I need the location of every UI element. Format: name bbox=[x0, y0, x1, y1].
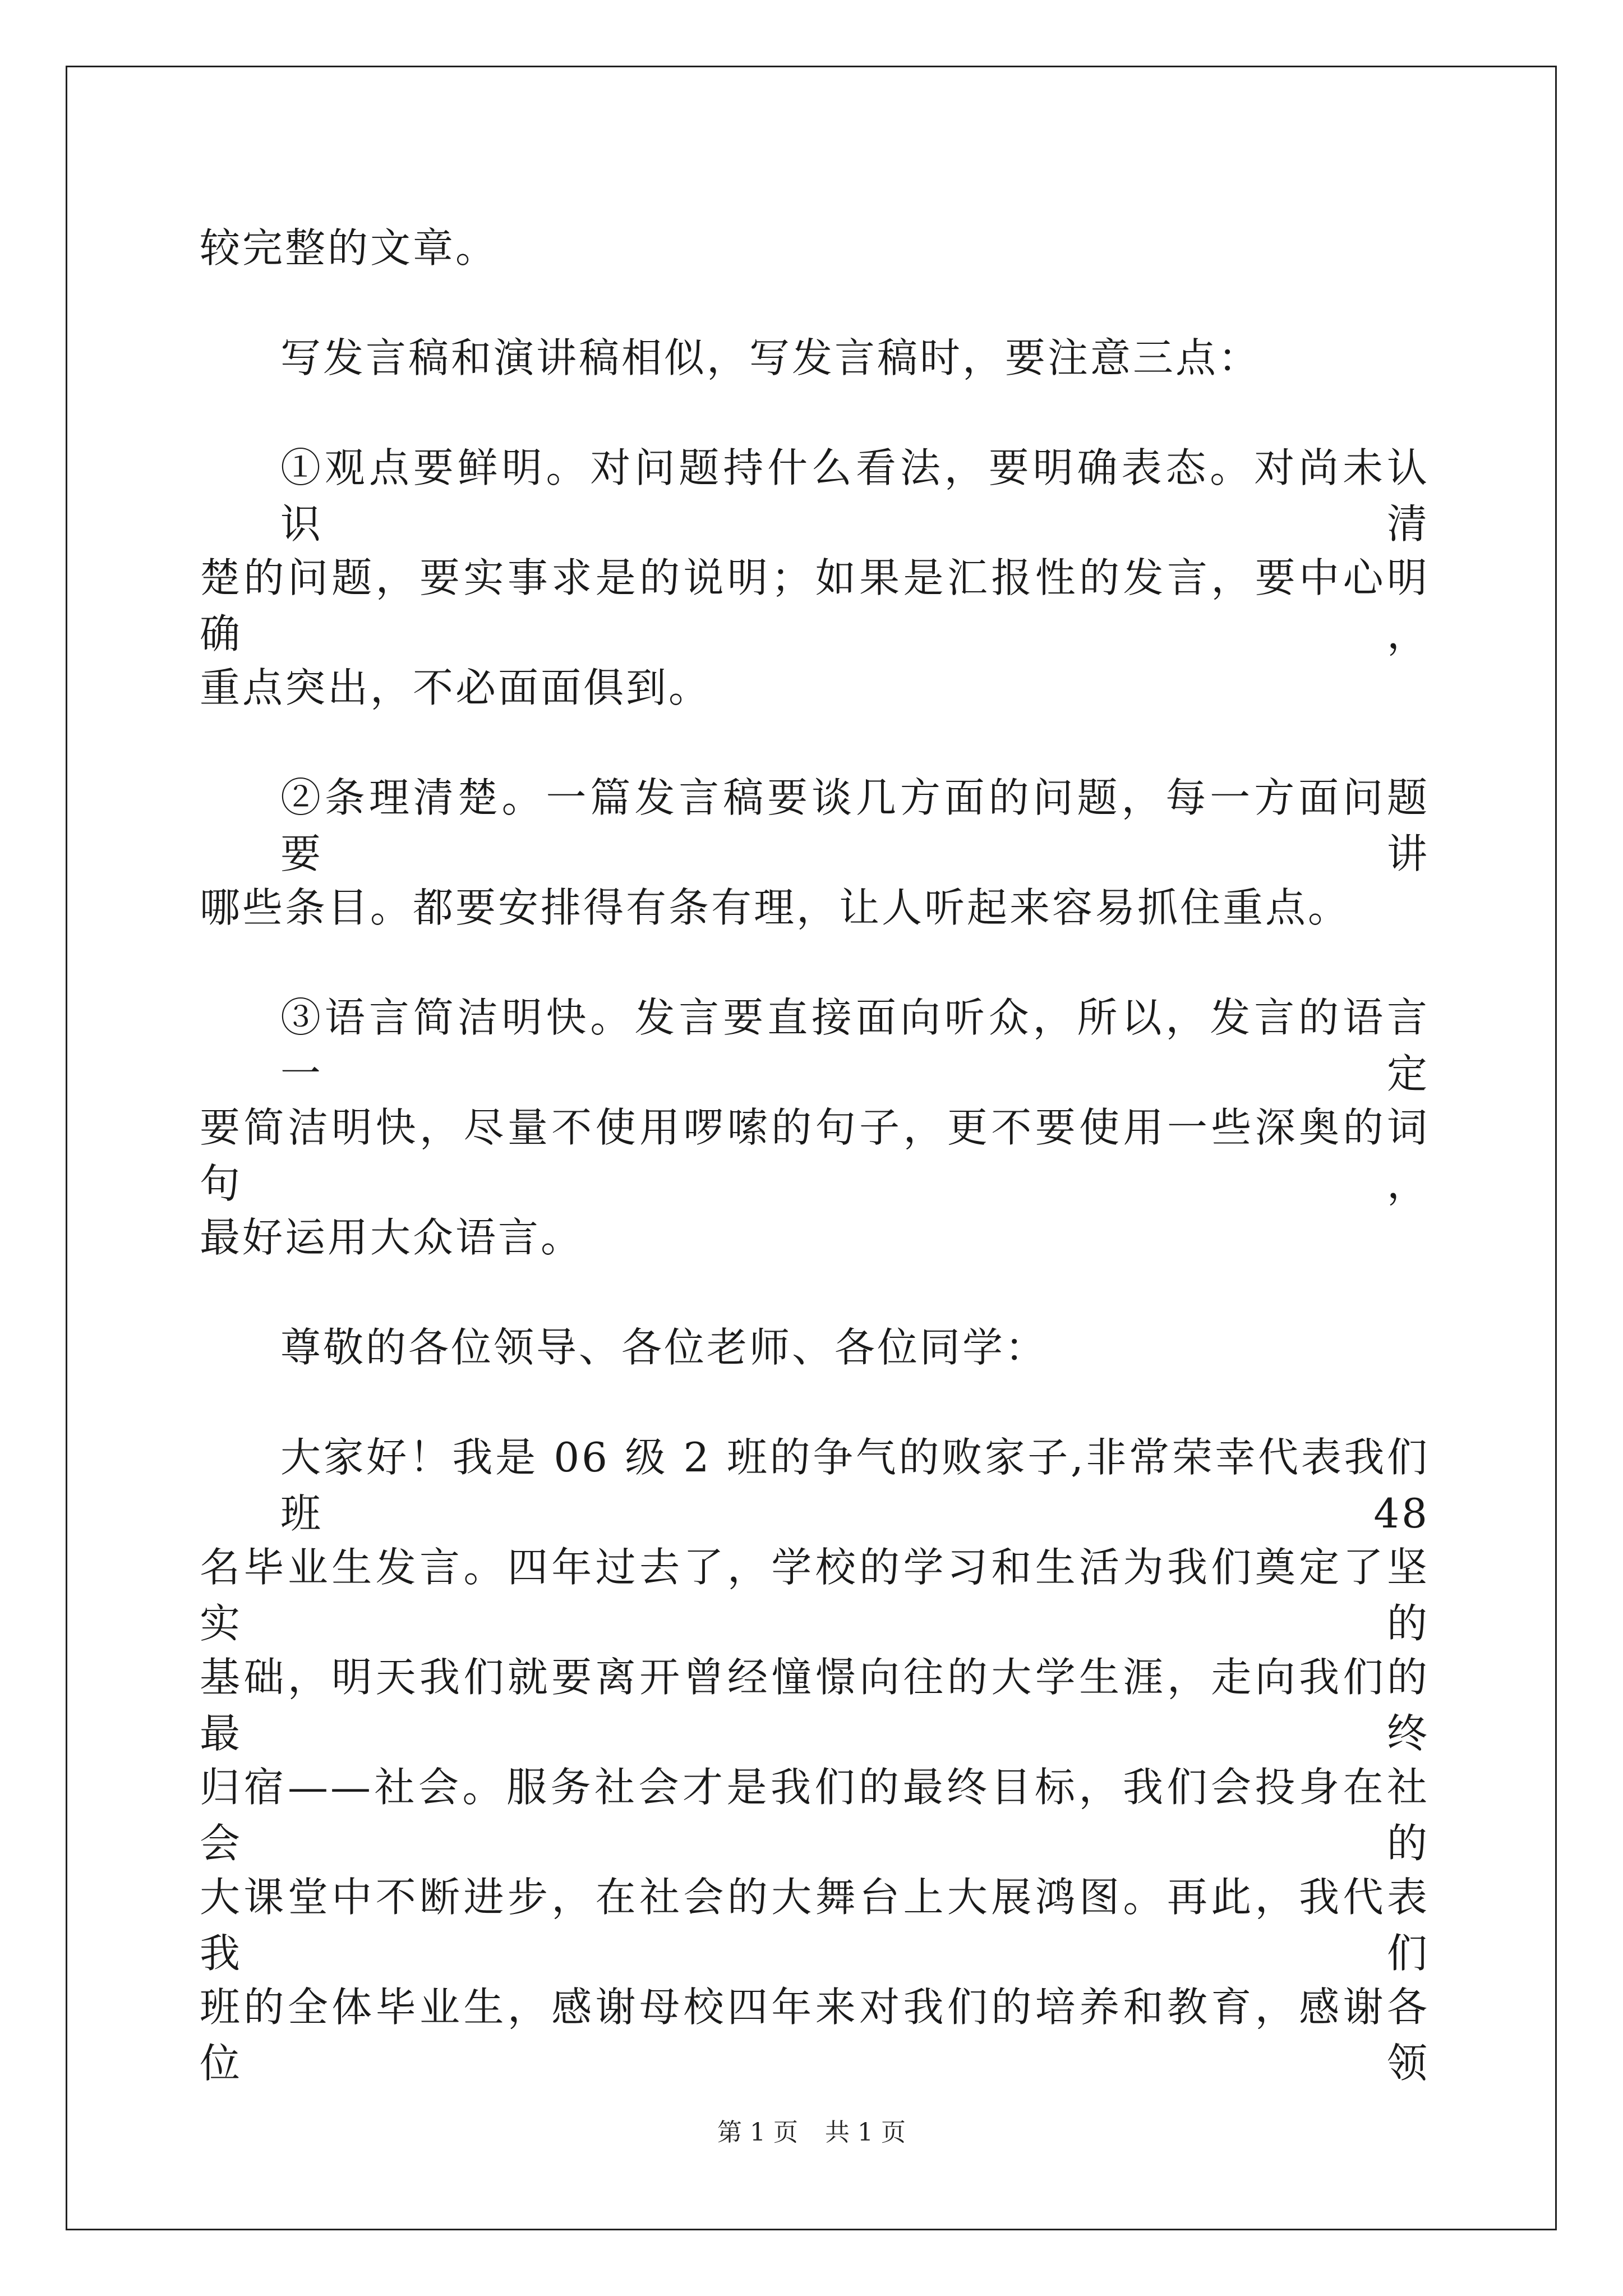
paragraph-line: 哪些条目。都要安排得有条有理，让人听起来容易抓住重点。 bbox=[200, 884, 1351, 931]
paragraph-line: 基础，明天我们就要离开曾经憧憬向往的大学生涯，走向我们的最终 bbox=[200, 1654, 1430, 1757]
page-number: 第 1 页 bbox=[717, 2118, 798, 2147]
paragraph-line: ③语言简洁明快。发言要直接面向听众，所以，发言的语言一定 bbox=[280, 994, 1430, 1097]
paragraph-line: 写发言稿和演讲稿相似，写发言稿时，要注意三点： bbox=[280, 334, 1261, 381]
paragraph-line: 班的全体毕业生，感谢母校四年来对我们的培养和教育，感谢各位领 bbox=[200, 1984, 1430, 2087]
paragraph-line: 最好运用大众语言。 bbox=[200, 1214, 584, 1261]
paragraph-line: ②条理清楚。一篇发言稿要谈几方面的问题，每一方面问题要讲 bbox=[280, 774, 1430, 877]
paragraph-line: 大课堂中不断进步，在社会的大舞台上大展鸿图。再此，我代表我们 bbox=[200, 1874, 1430, 1977]
paragraph-line: 要简洁明快，尽量不使用啰嗦的句子，更不要使用一些深奥的词句， bbox=[200, 1104, 1430, 1207]
paragraph-line: 大家好！我是 06 级 2 班的争气的败家子,非常荣幸代表我们班 48 bbox=[280, 1434, 1430, 1537]
paragraph-line: 归宿——社会。服务社会才是我们的最终目标，我们会投身在社会的 bbox=[200, 1764, 1430, 1867]
paragraph-line: 楚的问题，要实事求是的说明；如果是汇报性的发言，要中心明确， bbox=[200, 554, 1430, 657]
paragraph-line: 较完整的文章。 bbox=[200, 224, 499, 272]
paragraph-line: ①观点要鲜明。对问题持什么看法，要明确表态。对尚未认识清 bbox=[280, 444, 1430, 547]
paragraph-line: 重点突出，不必面面俱到。 bbox=[200, 664, 712, 711]
salutation-line: 尊敬的各位领导、各位老师、各位同学： bbox=[280, 1324, 1048, 1371]
paragraph-line: 名毕业生发言。四年过去了，学校的学习和生活为我们奠定了坚实的 bbox=[200, 1544, 1430, 1647]
page-total: 共 1 页 bbox=[825, 2118, 906, 2147]
page-footer bbox=[0, 2116, 1623, 2150]
